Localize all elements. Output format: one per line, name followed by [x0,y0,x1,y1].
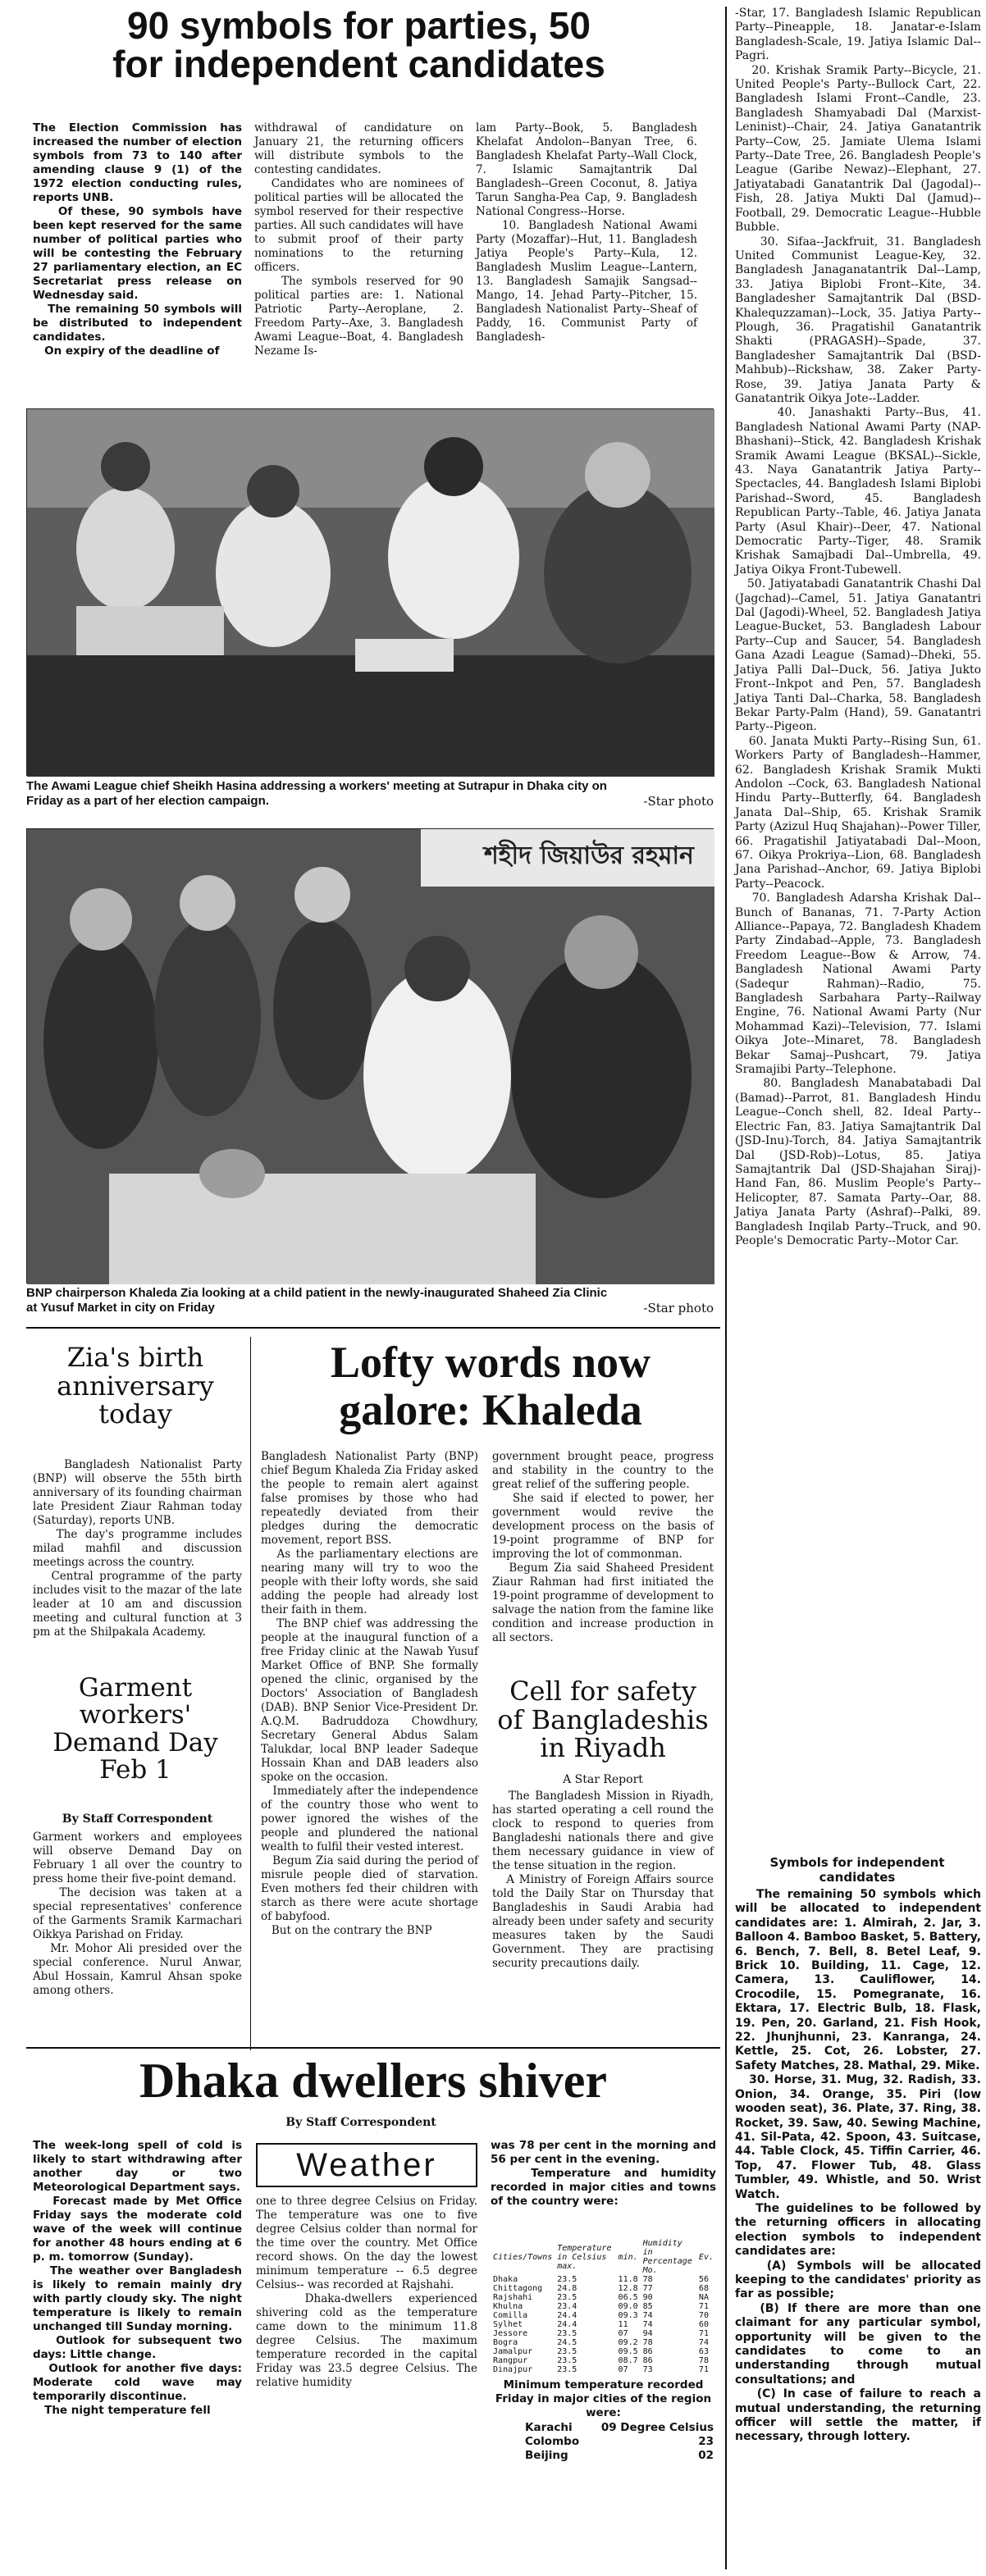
symbols-article-col2: withdrawal of candidature on January 21, the returning officers will distribute symbols to the contesting candidates. Candidates who are nominees of political parties will be allocated the symbol reserved for their respective parties. All such candidates will have to submit proof of their party nominations to the returning officers. The symbols reserved for 90 political parties are: 1. National Patriotic Party--Aeroplane, 2. Freedom Party--Axe, 3. Bangladesh Awami League--Boat, 4. Bangladesh Nezame Is- [254,121,464,358]
weather-cell: 07 [618,2365,628,2374]
weather-cell: 23.5 [557,2329,577,2338]
dhaka-top-rule [26,2047,720,2049]
min-temp-title: Minimum temperature recorded Friday in major cities of the region were: [495,2378,715,2419]
min-temp-row [525,2449,714,2463]
min-temp-city: Beijing [525,2449,568,2462]
photo1-caption: The Awami League chief Sheikh Hasina addressing a workers' meeting at Sutrapur in Dhaka city on Friday as a part of her election campaign. [26,779,611,808]
party-symbols-list: -Star, 17. Bangladesh Islamic Republican Party--Pineapple, 18. Janatar-e-Islam Bangladesh-Scale, 19. Jatiya Islamic Dal--Pagri. 20. Krishak Sramik Party--Bicycle, 21. United People's Party--Bullock Cart, 22. Bangladesh Islami Front--Candle, 23. Bangladesh Shamyabadi Dal (Marxist-Leninist)--Chair, 24. Jatiya Ganatantrik Party--Cow, 25. Jamiate Ulema Islami Party--Date Tree, 26. Bangladesh People's League (Garibe Newaz)--Elephant, 27. Jatiyatabadi Ganatantrik Dal (Jagodal)--Fish, 28. Jatiya Mukti Dal (Jamud)--Football, 29. Democratic League--Hubble Bubble. 30. Sifaa--Jackfruit, 31. Bangladesh United Communist League-Key, 32. Bangladesh Janaganatantrik Dal--Lamp, 33. Jatiya Biplobi Front--Kite, 34. Bangladesher Samajtantrik Dal (BSD-Khalequzzaman)--Lock, 35. Jatiya Party--Plough, 36. Pragatishil Ganatantrik Shakti (PRAGASH)--Spade, 37. Bangladesher Samajtantrik Dal (BSD-Mahbub)--Rickshaw, 38. Zaker Party-Rose, 39. Jatiya Janata Party & Ganatantrik Oikya Jote--Ladder. 40. Janashakti Party--Bus, 41. Bangladesh National Awami Party (NAP-Bhashani)--Stick, 42. Bangladesh Krishak Sramik Awami League (BKSAL)--Sickle, 43. Naya Ganatantrik Jatiya Party--Spectacles, 44. Bangladesh Islami Biplobi Parishad--Sword, 45. Bangladesh Republican Party--Table, 46. Jatiya Janata Party (Asul Khair)--Deer, 47. National Democratic Party--Tiger, 48. Sramik Krishak Samajbadi Dal--Umbrella, 49. Jatiya Oikya Front-Tubewell. 50. Jatiyatabadi Ganatantrik Chashi Dal (Jagchad)--Camel, 51. Jatiya Ganatantri Dal (Jagodi)-Wheel, 52. Bangladesh Jatiya League-Bucket, 53. Bangladesh Labour Party--Cup and Saucer, 54. Bangladesh Gana Azadi League (Samad)--Dheki, 55. Jatiya Palli Dal--Duck, 56. Jatiya Jukto Front--Inkpot and Pen, 57. Bangladesh Jatiya Tanti Dal--Charka, 58. Bangladesh Bekar Party-Palm (Hand), 59. Ganatantri Party--Pigeon. 60. Janata Mukti Party--Rising Sun, 61. Workers Party of Bangladesh--Hammer, 62. Bangladesh Krishak Sramik Mukti Andolon --Cock, 63. Bangladesh National Hindu Party--Butterfly, 64. Bangladesh Janata Dal--Ship, 65. Krishak Sramik Party (Azizul Huq Shajahan)--Power Tiller, 66. Pragatishil Jatiyatabadi Dal--Moon, 67. Oikya Prokriya--Lion, 68. Bangladesh Jana Parishad--Anchor, 69. Jatiya Biplobi Party--Peacock. 70. Bangladesh Adarsha Krishak Dal--Bunch of Bananas, 71. 7-Party Action Alliance--Papaya, 72. Bangladesh Khadem Party Zindabad--Apple, 73. Bangladesh Freedom League--Bow & Arrow, 74. Bangladesh National Awami Party (Sadequr Rahman)--Radio, 75. Bangladesh Sarbahara Party--Railway Engine, 76. National Awami Party (Nur Mohammad Kazi)--Television, 77. Islami Oikya Jote--Minaret, 78. Bangladesh Bekar Samaj--Pushcart, 79. Jatiya Sramajibi Party--Telephone. 80. Bangladesh Manabatabadi Dal (Bamad)--Parrot, 81. Bangladesh Hindu League--Conch shell, 82. Ideal Party--Electric Fan, 83. Jatiya Samajtantrik Dal (JSD-Inu)-Torch, 84. Jatiya Samajtantrik Dal (JSD-Rob)--Lotus, 85. Jatiya Samajtantrik Dal (JSD-Shajahan Siraj)-Hand Fan, 86. Muslim People's Party--Helicopter, 87. Samata Party--Oar, 88. Jatiya Janata Party (Ashraf)--Palki, 89. Bangladesh Inqilab Party--Truck, and 90. People's Democratic Party--Motor Car. [735,7,981,1247]
min-temp-city: Colombo [525,2435,580,2448]
weather-cell: 68 [698,2284,709,2293]
weather-cell: 56 [698,2275,709,2284]
weather-cell: 94 [642,2329,653,2338]
symbols-article-col1: The Election Commission has increased the number of election symbols from 73 to 140 after amending clause 9 (1) of the 1972 election conducting rules, reports UNB. Of these, 90 symbols have been kept reserved for the same number of political parties who will be contesting the February 27 parliamentary election, an EC Secretariat press release on Wednesday said. The remaining 50 symbols will be distributed to independent candidates. On expiry of the deadline of [33,121,242,358]
weather-cell: 23.5 [557,2365,577,2374]
weather-table-row [491,2275,716,2284]
weather-cell: 90 [642,2293,653,2302]
weather-table-row [491,2320,716,2329]
weather-cell: 07 [618,2329,628,2338]
weather-cell: 86 [642,2347,653,2356]
weather-cell: 71 [698,2302,709,2311]
weather-cell: 73 [642,2365,653,2374]
min-temp-value: 23 [698,2435,714,2448]
photo2-credit: -Star photo [643,1301,714,1315]
dhaka-col2: one to three degree Celsius on Friday. The temperature was one to five degree Celsius colder than normal for the time over the country. Met Office record shows. On the day the lowest minimum temperature -- 6.5 degree Celsius-- was recorded at Rajshahi. Dhaka-dwellers experienced shivering cold as the temperature came down to the minimum 11.8 degree Celsius. The maximum temperature recorded in the capital Friday was 23.5 degree Celsius. The relative humidity [256,2195,477,2389]
weather-cell: 74 [642,2320,653,2329]
weather-cell: 24.5 [557,2338,577,2347]
weather-cell: 09.3 [618,2311,638,2320]
weather-cell: Rajshahi [493,2293,533,2302]
photo-hasina-illustration [27,409,714,777]
weather-box-title [256,2143,477,2187]
weather-table-row [491,2338,716,2347]
weather-cell: 85 [642,2302,653,2311]
weather-col-city: Cities/Towns [493,2252,553,2262]
cell-headline: Cell for safety of Bangladeshis in Riyadh [497,1676,709,1764]
weather-cell: Jamalpur [493,2347,533,2356]
photo2-caption: BNP chairperson Khaleda Zia looking at a child patient in the newly-inaugurated Shaheed Zia Clinic at Yusuf Market in city on Friday [26,1286,611,1315]
cell-body: The Bangladesh Mission in Riyadh, has started operating a cell round the clock to respond to queries from Bangladeshi nationals there and give them necessary guidance in view of the tense situation in the region. A Ministry of Foreign Affairs source told the Daily Star on Thursday that Bangladeshis in Saudi Arabia had already been under safety and security measures taken by the Saudi Government. They are practising security precautions daily. [492,1790,714,1970]
weather-cell: Bogra [493,2338,518,2347]
weather-cell: 12.8 [618,2284,638,2293]
zia-headline: Zia's birth anniversary today [57,1342,214,1430]
symbols-article-col3: lam Party--Book, 5. Bangladesh Khelafat Andolon--Banyan Tree, 6. Bangladesh Khelafat Party--Wall Clock, 7. Islamic Samajtantrik Dal Bangladesh--Green Coconut, 8. Jatiya Tarun Sangha-Pea Cap, 9. Bangladesh National Congress--Horse. 10. Bangladesh National Awami Party (Mozaffar)--Hut, 11. Bangladesh Jatiya People's Party--Kula, 12. Bangladesh Muslim League--Lantern, 13. Bangladesh Samajik Sangsad--Mango, 14. Jehad Party--Pitcher, 15. Bangladesh Nationalist Party--Sheaf of Paddy, 16. Communist Party of Bangladesh- [476,121,697,344]
weather-cell: Jessore [493,2329,528,2338]
min-temp-value: 02 [698,2449,714,2462]
weather-cell: 09.0 [618,2302,638,2311]
min-temp-city: Karachi [525,2421,573,2434]
zia-column-rule [250,1337,251,2050]
weather-table-row [491,2356,716,2365]
weather-table-row [491,2311,716,2320]
min-temp-value: 09 Degree Celsius [600,2421,714,2434]
section-rule [26,1327,720,1329]
weather-cell: 63 [698,2347,709,2356]
weather-cell: Rangpur [493,2356,528,2365]
dhaka-headline: Dhaka dwellers shiver [139,2054,607,2108]
weather-table-row [491,2329,716,2338]
weather-table-row [491,2293,716,2302]
lofty-col1: Bangladesh Nationalist Party (BNP) chief Begum Khaleda Zia Friday asked the people to remain alert against false promises by those who had repeatedly deviated from their pledges during the democratic movement, report BSS. As the parliamentary elections are nearing many will try to woo the people with their lofty words, she said adding the people had already lost their faith in them. The BNP chief was addressing the people at the inaugural function of a free Friday clinic at the Nawab Yusuf Market Office of BNP. She formally opened the clinic, organised by the Doctors' Association of Bangladesh (DAB). BNP Senior Vice-President Dr. A.Q.M. Badruddoza Chowdhury, Secretary General Abdus Salam Talukdar, local BNP leader Sadeque Hossain Khan and DAB leaders also spoke on the occasion. Immediately after the independence of the country those who went to power ignored the wishes of the people and plundered the national wealth to fulfil their vested interest. Begum Zia said during the period of misrule people died of starvation. Even mothers fed their children with starch as there were acute shortage of babyfood. But on the contrary the BNP [261,1450,479,1937]
weather-table-row [491,2347,716,2356]
weather-cell: Chittagong [493,2284,543,2293]
weather-cell: 78 [642,2338,653,2347]
min-temp-row [525,2421,714,2435]
weather-table-row [491,2302,716,2311]
weather-cell: 86 [642,2356,653,2365]
garment-headline: Garment workers' Demand Day Feb 1 [52,1673,218,1785]
column-rule [725,7,727,2569]
garment-body: Garment workers and employees will observe Demand Day on February 1 all over the country to press home their five-point demand. The decision was taken at a special representatives' conference of the Garments Sramik Karmachari Oikkya Parishad on Friday. Mr. Mohor Ali presided over the special conference. Nurul Anwar, Abul Hossain, Kamrul Ahsan spoke among others. [33,1831,243,1997]
weather-cell: 77 [642,2284,653,2293]
weather-cell: 70 [698,2311,709,2320]
weather-cell: Dhaka [493,2275,518,2284]
photo-khaleda-zia [26,828,714,1283]
weather-cell: Comilla [493,2311,528,2320]
weather-cell: 24.8 [557,2284,577,2293]
weather-cell: 71 [698,2365,709,2374]
weather-cell: 11.8 [618,2275,638,2284]
weather-cell: 60 [698,2320,709,2329]
weather-cell: Khulna [493,2302,523,2311]
garment-byline: By Staff Correspondent [62,1812,213,1826]
dhaka-byline: By Staff Correspondent [285,2116,436,2129]
weather-cell: 09.5 [618,2347,638,2356]
lofty-col2: government brought peace, progress and stability in the country to the great relief of the suffering people. She said if elected to power, her government would revive the development process on the basis of 19-point programme of BNP for improving the lot of commonman. Begum Zia said Shaheed President Ziaur Rahman had first initiated the 19-point programme of development to salvage the nation from the famine like condition and increase production in all sectors. [492,1450,714,1644]
weather-col-hum-mo: Humidity in Percentage Mo. [642,2239,692,2275]
weather-cell: NA [698,2293,709,2302]
weather-cell: Dinajpur [493,2365,533,2374]
dhaka-col1: The week-long spell of cold is likely to start withdrawing after another day or two Meteorological Department says. Forecast made by Met Office Friday says the moderate cold wave of the week will continue for another 48 hours ending at 6 p. m. tomorrow (Sunday). The weather over Bangladesh is likely to remain mainly dry with partly cloudy sky. The night temperature is likely to remain unchanged till Sunday morning. Outlook for subsequent two days: Little change. Outlook for another five days: Moderate cold wave may temporarily discontinue. The night temperature fell [33,2139,242,2417]
weather-cell: 23.5 [557,2293,577,2302]
weather-cell: 71 [698,2329,709,2338]
main-headline: 90 symbols for parties, 50 for independent candidates [112,4,605,85]
weather-table-row [491,2365,716,2374]
clinic-banner-text: শহীদ জিয়াউর রহমান [484,841,694,870]
lofty-headline: Lofty words now galore: Khaleda [330,1338,651,1435]
weather-cell: 23.5 [557,2347,577,2356]
weather-cell: 74 [698,2338,709,2347]
weather-cell: Sylhet [493,2320,523,2329]
weather-col-hum-ev: Ev. [698,2252,714,2262]
weather-cell: 23.4 [557,2302,577,2311]
weather-cell: 78 [642,2275,653,2284]
weather-cell: 23.5 [557,2356,577,2365]
photo-khaleda-illustration [27,829,714,1284]
min-temp-row [525,2435,714,2449]
cell-byline: A Star Report [563,1773,643,1786]
weather-cell: 23.5 [557,2275,577,2284]
dhaka-col3: was 78 per cent in the morning and 56 per cent in the evening. Temperature and humidity recorded in major cities and towns of the country were: [491,2139,716,2208]
photo-sheikh-hasina [26,408,714,776]
weather-cell: 08.7 [618,2356,638,2365]
weather-table-row [491,2284,716,2293]
photo1-credit: -Star photo [643,794,714,809]
weather-title: Weather [296,2147,437,2183]
weather-col-max: Temperature in Celsius max. [557,2243,612,2271]
weather-table [491,2239,716,2374]
weather-col-min: min. [618,2252,638,2262]
weather-table-header [491,2239,716,2275]
weather-cell: 24.4 [557,2311,577,2320]
independent-heading: Symbols for independent candidates [769,1855,945,1885]
weather-cell: 11 [618,2320,628,2329]
weather-cell: 78 [698,2356,709,2365]
independent-body: The remaining 50 symbols which will be allocated to independent candidates are: 1. Almirah, 2. Jar, 3. Balloon 4. Bamboo Basket, 5. Battery, 6. Bench, 7. Bell, 8. Betel Leaf, 9. Brick 10. Building, 11. Cage, 12. Camera, 13. Cauliflower, 14. Crocodile, 15. Pomegranate, 16. Ektara, 17. Electric Bulb, 18. Flask, 19. Pen, 20. Garland, 21. Fish Hook, 22. Jhunjhunni, 23. Kanranga, 24. Kettle, 25. Cot, 26. Lobster, 27. Safety Matches, 28. Mathal, 29. Mike. 30. Horse, 31. Mug, 32. Radish, 33. Onion, 34. Orange, 35. Piri (low wooden seat), 36. Plate, 37. Ring, 38. Rocket, 39. Saw, 40. Sewing Machine, 41. Sil-Pata, 42. Spoon, 43. Suitcase, 44. Table Clock, 45. Tiffin Carrier, 46. Top, 47. Flower Tub, 48. Glass Tumbler, 49. Whistle, and 50. Wrist Watch. The guidelines to be followed by the returning officers in allocating election symbols to independent candidates are: (A) Symbols will be allocated keeping to the candidates' priority as far as possible; (B) If there are more than one claimant for any particular symbol, opportunity will be given to the candidates to come to an understanding through mutual consultations; and (C) In case of failure to reach a mutual understanding, the returning officer will settle the matter, if necessary, through lottery. [735,1888,981,2444]
zia-body: Bangladesh Nationalist Party (BNP) will observe the 55th birth anniversary of its founding chairman late President Ziaur Rahman today (Saturday), reports UNB. The day's programme includes milad mahfil and discussion meetings across the country. Central programme of the party includes visit to the mazar of the late leader at 10 am and discussion meeting and cultural function at 3 pm at the Shilpakala Academy. [33,1458,242,1639]
weather-cell: 06.5 [618,2293,638,2302]
weather-cell: 24.4 [557,2320,577,2329]
weather-cell: 74 [642,2311,653,2320]
min-temp-list [525,2421,714,2463]
weather-cell: 09.2 [618,2338,638,2347]
